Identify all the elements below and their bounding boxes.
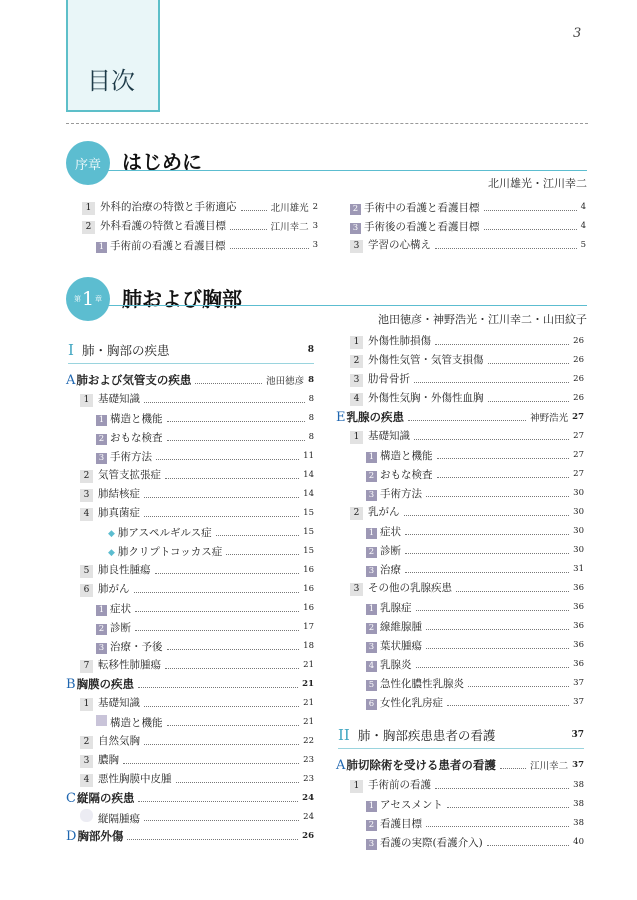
- toc-entry[interactable]: A肺切除術を受ける患者の看護 江川幸二 37: [336, 758, 584, 773]
- toc-entry[interactable]: 3 治療 31: [366, 560, 584, 578]
- toc-entry[interactable]: 2 診断 17: [96, 618, 314, 636]
- toc-entry[interactable]: 1 手術前の看護 38: [350, 776, 584, 794]
- toc-entry[interactable]: 3 手術後の看護と看護目標 4: [350, 217, 586, 235]
- toc-entry[interactable]: 5 肺良性腫瘍 16: [80, 561, 314, 579]
- intro-title: はじめに: [122, 150, 202, 174]
- toc-entry[interactable]: 1 乳腺症 36: [366, 598, 584, 616]
- toc-entry[interactable]: 3 膿胸 23: [80, 751, 314, 769]
- toc-entry[interactable]: C縦隔の疾患 24: [66, 791, 314, 806]
- toc-entry[interactable]: 2 乳がん 30: [350, 503, 584, 521]
- toc-entry[interactable]: 4 外傷性気胸・外傷性血胸 26: [350, 389, 584, 407]
- toc-entry[interactable]: 2 おもな検査 27: [366, 465, 584, 483]
- toc-entry[interactable]: 1 アセスメント 38: [366, 795, 584, 813]
- toc-entry[interactable]: 4 悪性胸膜中皮腫 23: [80, 770, 314, 788]
- toc-entry[interactable]: 1 基礎知識 27: [350, 427, 584, 445]
- toc-entry[interactable]: 7 転移性肺腫瘍 21: [80, 656, 314, 674]
- toc-entry[interactable]: 2 おもな検査 8: [96, 428, 314, 446]
- toc-entry[interactable]: 6 女性化乳房症 37: [366, 693, 584, 711]
- chapter1-authors: 池田徳彦・神野浩光・江川幸二・山田紋子: [378, 313, 587, 326]
- toc-entry[interactable]: 3 手術方法 30: [366, 484, 584, 502]
- toc-entry[interactable]: 2 外傷性気管・気管支損傷 26: [350, 351, 584, 369]
- toc-entry[interactable]: 3 その他の乳腺疾患 36: [350, 579, 584, 597]
- toc-entry[interactable]: 1 外科的治療の特徴と手術適応 北川雄光 2: [82, 198, 318, 216]
- toc-entry[interactable]: 2 看護目標 38: [366, 814, 584, 832]
- toc-entry[interactable]: B胸膜の疾患 21: [66, 677, 314, 692]
- chapter1-badge: 第 1 章: [66, 277, 110, 321]
- toc-entry[interactable]: 1 構造と機能 8: [96, 409, 314, 427]
- toc-entry[interactable]: 3 葉状腫瘍 36: [366, 636, 584, 654]
- diamond-icon: ◆: [108, 528, 115, 539]
- page-number: 3: [573, 26, 582, 41]
- toc-entry[interactable]: 3 肺結核症 14: [80, 485, 314, 503]
- toc-entry[interactable]: 構造と機能 21: [96, 713, 314, 731]
- divider: [66, 123, 588, 124]
- bullet-icon: [80, 809, 93, 822]
- toc-entry[interactable]: 2 気管支拡張症 14: [80, 466, 314, 484]
- toc-section[interactable]: I 肺・胸部の疾患 8: [68, 341, 314, 359]
- toc-title-box: [66, 0, 160, 112]
- toc-entry[interactable]: 1 基礎知識 8: [80, 390, 314, 408]
- toc-entry[interactable]: ◆ 肺クリプトコッカス症 15: [108, 545, 314, 558]
- toc-entry[interactable]: 5 急性化膿性乳腺炎 37: [366, 674, 584, 692]
- toc-entry[interactable]: 4 乳腺炎 36: [366, 655, 584, 673]
- toc-entry[interactable]: E乳腺の疾患 神野浩光 27: [336, 410, 584, 425]
- toc-entry[interactable]: 2 自然気胸 22: [80, 732, 314, 750]
- toc-entry[interactable]: 3 肋骨骨折 26: [350, 370, 584, 388]
- chapter1-title: 肺および胸部: [122, 287, 242, 311]
- toc-entry[interactable]: 1 基礎知識 21: [80, 694, 314, 712]
- toc-entry[interactable]: 3 手術方法 11: [96, 447, 314, 465]
- section-rule: [68, 363, 314, 364]
- toc-entry[interactable]: 4 肺真菌症 15: [80, 504, 314, 522]
- toc-section[interactable]: II 肺・胸部疾患患者の看護 37: [338, 726, 584, 744]
- intro-rule: [100, 170, 587, 171]
- toc-entry[interactable]: 1 症状 16: [96, 599, 314, 617]
- toc-entry[interactable]: 1 構造と機能 27: [366, 446, 584, 464]
- toc-entry[interactable]: 2 線維腺腫 36: [366, 617, 584, 635]
- toc-entry[interactable]: 3 学習の心構え 5: [350, 236, 586, 254]
- toc-entry[interactable]: 3 看護の実際(看護介入) 40: [366, 833, 584, 851]
- intro-badge: 序章: [66, 141, 110, 185]
- toc-entry[interactable]: ◆ 肺アスペルギルス症 15: [108, 526, 314, 539]
- toc-entry[interactable]: 2 外科看護の特徴と看護目標 江川幸二 3: [82, 217, 318, 235]
- toc-entry[interactable]: 3 治療・予後 18: [96, 637, 314, 655]
- toc-entry[interactable]: 1 外傷性肺損傷 26: [350, 332, 584, 350]
- toc-entry[interactable]: 2 診断 30: [366, 541, 584, 559]
- toc-title: 目次: [87, 67, 135, 95]
- chapter1-rule: [100, 305, 587, 306]
- section-rule: [338, 748, 584, 749]
- toc-entry[interactable]: 縦隔腫瘍 24: [80, 808, 314, 826]
- toc-entry[interactable]: 1 手術前の看護と看護目標 3: [96, 236, 318, 254]
- toc-entry[interactable]: 1 症状 30: [366, 522, 584, 540]
- toc-entry[interactable]: 6 肺がん 16: [80, 580, 314, 598]
- toc-entry[interactable]: 2 手術中の看護と看護目標 4: [350, 198, 586, 216]
- toc-entry[interactable]: A肺および気管支の疾患 池田徳彦 8: [66, 373, 314, 388]
- toc-entry[interactable]: D胸部外傷 26: [66, 829, 314, 844]
- intro-authors: 北川雄光・江川幸二: [488, 177, 587, 190]
- diamond-icon: ◆: [108, 547, 115, 558]
- square-bullet-icon: [96, 715, 107, 726]
